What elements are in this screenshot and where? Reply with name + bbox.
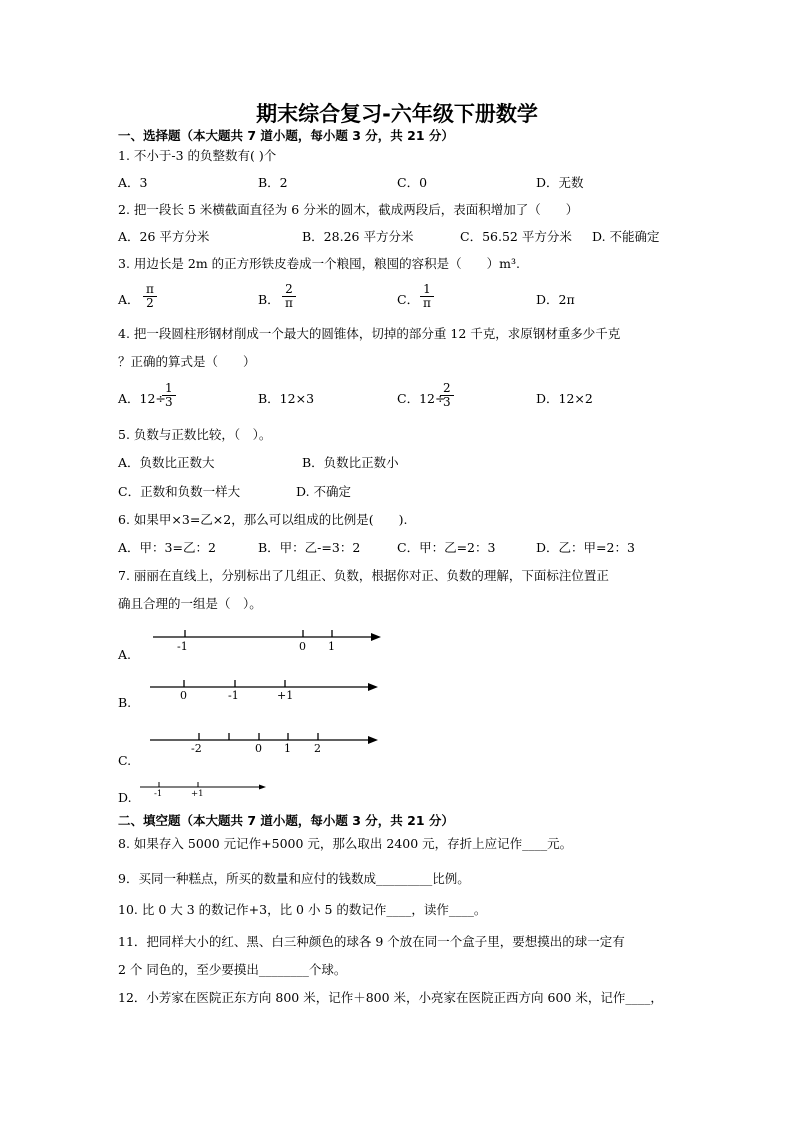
q2-option-a: A．26 平方分米 [118, 229, 210, 244]
q10-text: 10. 比 0 大 3 的数记作+3，比 0 小 5 的数记作____，读作____。 [118, 902, 487, 917]
q8-text: 8. 如果存入 5000 元记作+5000 元，那么取出 2400 元，存折上应记作____元。 [118, 836, 573, 851]
line-a-label: -1 [177, 640, 188, 653]
q3-option-b-label: B． [258, 292, 280, 307]
q4-option-d: D．12×2 [536, 391, 593, 406]
line-c-label: 0 [255, 742, 262, 755]
q3-c-numerator: 1 [420, 283, 434, 297]
q1-option-c: C．0 [397, 175, 428, 190]
q7-stem-line1: 7. 丽丽在直线上，分别标出了几组正、负数，根据你对正、负数的理解，下面标注位置正 [118, 568, 609, 583]
q1-option-d: D．无数 [536, 175, 584, 190]
q5-option-b: B．负数比正数小 [302, 455, 399, 470]
q7-option-d: D. [118, 790, 132, 805]
q12-text: 12．小芳家在医院正东方向 800 米，记作＋800 米，小亮家在医院正西方向 600 米，记作____， [118, 990, 663, 1005]
q5-option-a: A．负数比正数大 [118, 455, 215, 470]
section-2-heading: 二、填空题（本大题共 7 道小题，每小题 3 分，共 21 分） [118, 813, 454, 828]
q2-stem: 2. 把一段长 5 米横截面直径为 6 分米的圆木，截成两段后，表面积增加了（ ） [118, 202, 579, 217]
q1-option-b: B．2 [258, 175, 288, 190]
line-b-label: +1 [277, 689, 294, 702]
line-a-label: 0 [299, 640, 306, 653]
line-c-label: 1 [284, 742, 291, 755]
q9-text: 9．买同一种糕点，所买的数量和应付的钱数成_________比例。 [118, 871, 470, 886]
q4-a-denominator: 3 [165, 395, 173, 409]
q11-line2: 2 个 同色的，至少要摸出________个球。 [118, 962, 347, 977]
q2-option-b: B．28.26 平方分米 [302, 229, 414, 244]
q6-option-c: C．甲：乙=2：3 [397, 540, 496, 555]
q2-option-d: D. 不能确定 [592, 229, 660, 244]
q3-b-numerator: 2 [282, 283, 296, 297]
q3-option-d: D．2π [536, 292, 575, 307]
line-c-label: 2 [314, 742, 321, 755]
line-c-label: -2 [191, 742, 202, 755]
line-d-label: -1 [154, 789, 163, 799]
q6-option-d: D．乙：甲=2：3 [536, 540, 635, 555]
q4-c-denominator: 3 [443, 395, 451, 409]
q4-c-numerator: 2 [440, 382, 454, 396]
q3-b-denominator: π [285, 296, 293, 310]
q7-option-c: C. [118, 753, 132, 768]
q4-option-a-label: A．12÷ [118, 391, 166, 406]
q5-option-c: C．正数和负数一样大 [118, 484, 241, 499]
q1-option-a: A．3 [118, 175, 148, 190]
q4-stem-line1: 4. 把一段圆柱形钢材削成一个最大的圆锥体，切掉的部分重 12 千克，求原钢材重多少千克 [118, 326, 621, 341]
line-a-label: 1 [328, 640, 335, 653]
section-1-heading: 一、选择题（本大题共 7 道小题，每小题 3 分，共 21 分） [118, 128, 454, 143]
q3-a-numerator: π [143, 283, 157, 297]
q3-option-c-label: C． [397, 292, 420, 307]
q4-option-b: B．12×3 [258, 391, 315, 406]
line-d-label: +1 [191, 789, 204, 799]
line-b-label: -1 [228, 689, 239, 702]
q7-stem-line2: 确且合理的一组是（ ）。 [118, 596, 262, 611]
q11-line1: 11．把同样大小的红、黑、白三种颜色的球各 9 个放在同一个盒子里，要想摸出的球一定有 [118, 934, 625, 949]
q1-stem: 1. 不小于-3 的负整数有( )个 [118, 148, 277, 163]
q6-option-a: A．甲：3=乙：2 [118, 540, 216, 555]
page-title: 期末综合复习-六年级下册数学 [256, 102, 538, 126]
line-b-label: 0 [180, 689, 187, 702]
q7-option-b: B. [118, 695, 132, 710]
q3-a-denominator: 2 [146, 296, 154, 310]
q6-stem: 6. 如果甲×3=乙×2，那么可以组成的比例是( ). [118, 512, 408, 527]
q4-option-c-label: C．12÷ [397, 391, 446, 406]
q5-option-d: D. 不确定 [296, 484, 352, 499]
q2-option-c: C．56.52 平方分米 [460, 229, 572, 244]
q3-stem: 3. 用边长是 2m 的正方形铁皮卷成一个粮囤，粮囤的容积是（ ）m³. [118, 256, 520, 271]
q4-a-numerator: 1 [162, 382, 176, 396]
q3-option-a-label: A． [118, 292, 140, 307]
q5-stem: 5. 负数与正数比较，（ ）。 [118, 427, 272, 442]
q4-stem-line2: ？正确的算式是（ ） [118, 354, 256, 369]
q6-option-b: B．甲：乙-=3：2 [258, 540, 361, 555]
q3-c-denominator: π [423, 296, 431, 310]
q7-option-a: A. [118, 647, 132, 662]
number-line-c [150, 733, 378, 744]
